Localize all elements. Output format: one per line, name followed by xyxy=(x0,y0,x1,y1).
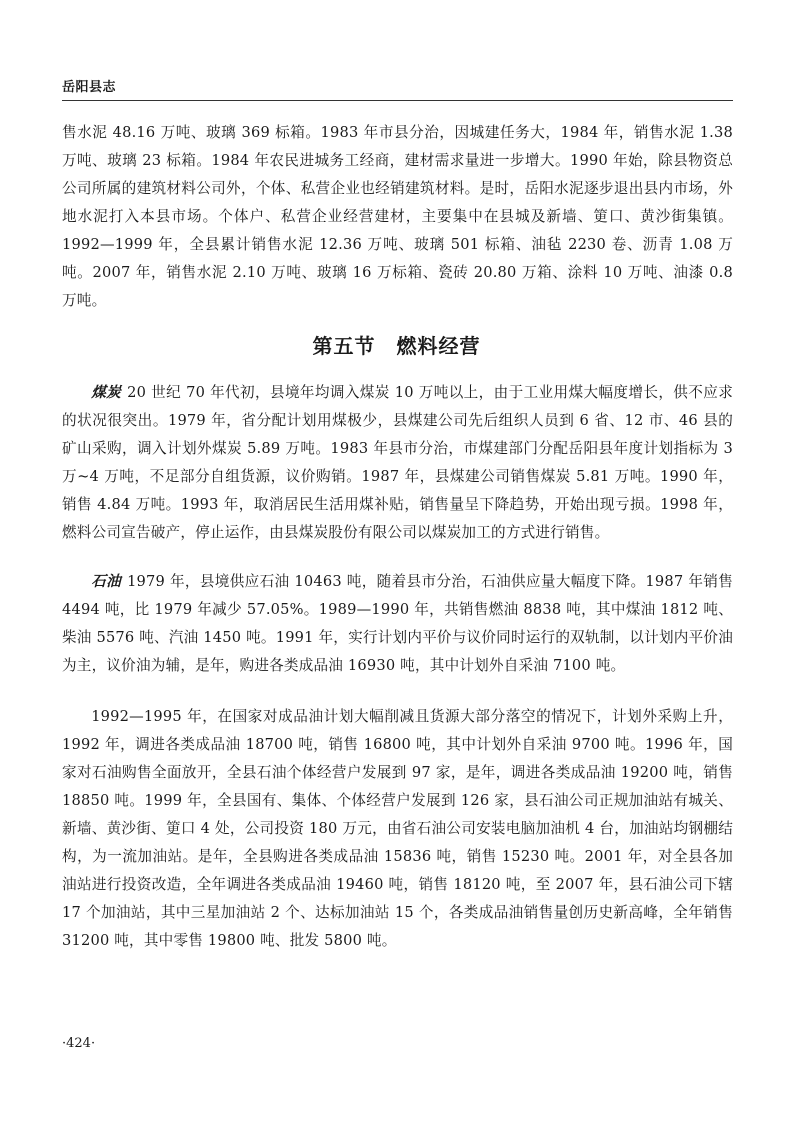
section-title: 第五节 燃料经营 xyxy=(312,334,481,358)
header-rule xyxy=(62,100,733,101)
coal-text: 20 世纪 70 年代初，县境年均调入煤炭 10 万吨以上，由于工业用煤大幅度增长，供不应求的状况很突出。1979 年，省分配计划用煤极少，县煤建公司先后组织人员到 6 省、12 市、46 县的矿山采购，调入计划外煤炭 5.89 万吨。1983 年县市分治，市煤建部门分配岳阳县年度计划指标为 3 万~4 万吨，不足部分自组货源，议价购销。1987 年，县煤建公司销售煤炭 5.81 万吨。1990 年，销售 4.84 万吨。1993 年，取消居民生活用煤补贴，销售量呈下降趋势，开始出现亏损。1998 年，燃料公司宣告破产，停止运作，由县煤炭股份有限公司以煤炭加工的方式进行销售。 xyxy=(62,384,734,541)
running-title: 岳阳县志 xyxy=(62,80,117,95)
oil-text: 1979 年，县境供应石油 10463 吨，随着县市分治，石油供应量大幅度下降。1987 年销售 4494 吨，比 1979 年减少 57.05%。1989—1990 年，共销售燃油 8838 吨，其中煤油 1812 吨、柴油 5576 吨、汽油 1450 吨。1991 年，实行计划内平价与议价同时运行的双轨制，以计划内平价油为主，议价油为辅，是年，购进各类成品油 16930 吨，其中计划外自采油 7100 吨。 xyxy=(62,573,733,674)
paragraph-oil xyxy=(62,568,733,680)
paragraph-coal xyxy=(62,379,733,547)
oil-lead-term: 石油 xyxy=(91,573,122,590)
paragraph-oil-1992-2007: 1992—1995 年，在国家对成品油计划大幅削减且货源大部分落空的情况下，计划外采购上升，1992 年，调进各类成品油 18700 吨，销售 16800 吨，其中计划外自采油 9700 吨。1996 年，国家对石油购售全面放开，全县石油个体经营户发展到 97 家，是年，调进各类成品油 19200 吨，销售 18850 吨。1999 年，全县国有、集体、个体经营户发展到 126 家，县石油公司正规加油站有城关、新墙、黄沙街、筻口 4 处，公司投资 180 万元，由省石油公司安装电脑加油机 4 台，加油站均钢棚结构，为一流加油站。是年，全县购进各类成品油 15836 吨，销售 15230 吨。2001 年，对全县各加油站进行投资改造，全年调进各类成品油 19460 吨，销售 18120 吨，至 2007 年，县石油公司下辖 17 个加油站，其中三星加油站 2 个、达标加油站 15 个，各类成品油销售量创历史新高峰，全年销售 31200 吨，其中零售 19800 吨、批发 5800 吨。 xyxy=(62,708,733,949)
paragraph-building-materials: 售水泥 48.16 万吨、玻璃 369 标箱。1983 年市县分治，因城建任务大，1984 年，销售水泥 1.38 万吨、玻璃 23 标箱。1984 年农民进城务工经商，建材需求量进一步增大。1990 年始，除县物资总公司所属的建筑材料公司外，个体、私营企业也经销建筑材料。是时，岳阳水泥逐步退出县内市场，外地水泥打入本县市场。个体户、私营企业经营建材，主要集中在县城及新墙、筻口、黄沙街集镇。1992—1999 年，全县累计销售水泥 12.36 万吨、玻璃 501 标箱、油毡 2230 卷、沥青 1.08 万吨。2007 年，销售水泥 2.10 万吨、玻璃 16 万标箱、瓷砖 20.80 万箱、涂料 10 万吨、油漆 0.8 万吨。 xyxy=(62,124,733,309)
page-number: ·424· xyxy=(62,1036,96,1051)
coal-lead-term: 煤炭 xyxy=(91,384,122,401)
